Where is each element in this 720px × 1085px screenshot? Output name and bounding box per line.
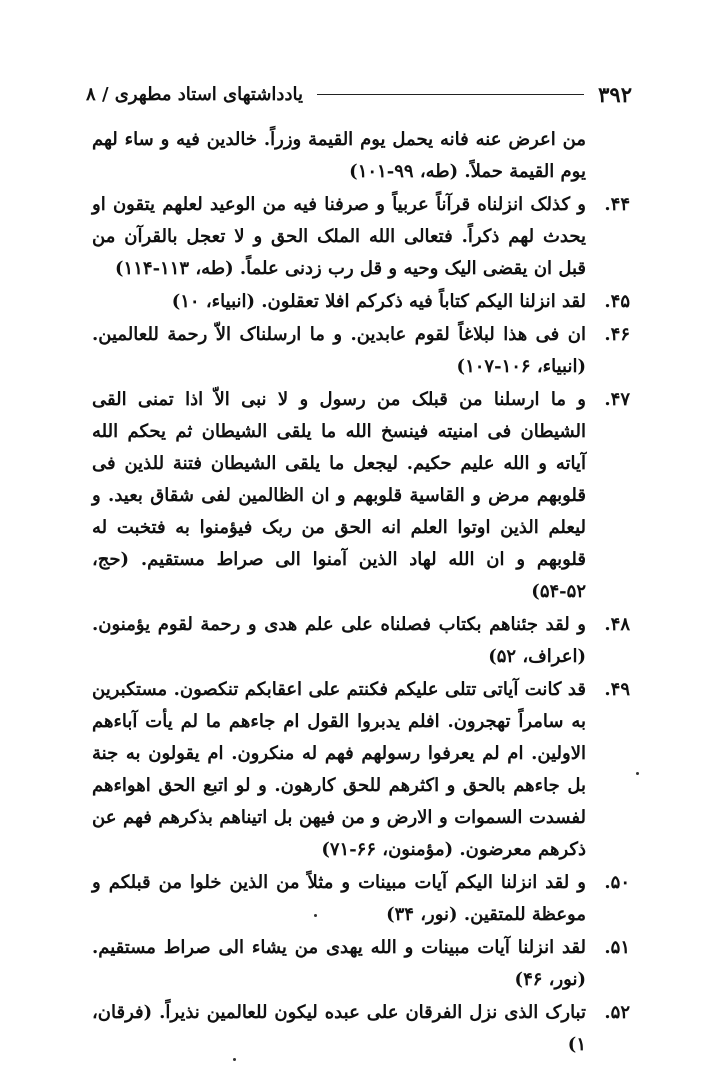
entry-number: ۴۸. [604, 614, 630, 635]
entry-number: ۴۶. [604, 324, 630, 345]
list-item [92, 609, 630, 673]
entry-number: ۴۴. [604, 194, 630, 215]
entry-text: لقد انزلنا الیکم کتاباً فیه ذکرکم افلا تعقلون. (انبیاء، ۱۰) [171, 291, 586, 312]
list-item [92, 124, 630, 188]
entry-number: ۵۱. [604, 937, 630, 958]
verse-list [92, 124, 630, 1062]
list-item [92, 932, 630, 996]
list-item [92, 384, 630, 608]
entry-text: من اعرض عنه فانه یحمل یوم القیمة وزراً. خالدین فیه و ساء لهم یوم القیمة حملاً. (طه، ۹۹-۱۰۱) [92, 129, 586, 182]
scan-speck [314, 914, 317, 917]
entry-text: و ما ارسلنا من قبلک من رسول و لا نبی الاّ اذا تمنی القی الشیطان فی امنیته فینسخ الله ما یلقی الشیطان ثم یحکم الله آیاته و الله علیم حکیم. لیجعل ما یلقی الشیطان فتنة للذین فی قلوبهم مرض و القاسیة قلوبهم و ان الظالمین لفی شقاق بعید. و لیعلم الذین اوتوا العلم انه الحق من ربک فیؤمنوا به فتخبت له قلوبهم و ان الله لهاد الذین آمنوا الی صراط مستقیم. (حج، ۵۲-۵۴) [92, 389, 586, 602]
entry-text: و لقد جئناهم بکتاب فصلناه علی علم هدی و رحمة لقوم یؤمنون. (اعراف، ۵۲) [92, 614, 586, 667]
list-item [92, 997, 630, 1061]
entry-text: لقد انزلنا آیات مبینات و الله یهدی من یشاء الی صراط مستقیم. (نور، ۴۶) [92, 937, 586, 990]
page-number: ۳۹۲ [598, 81, 632, 107]
running-header [86, 78, 632, 110]
header-title: یادداشتهای استاد مطهری / ۸ [86, 83, 303, 105]
entry-number: ۴۷. [604, 389, 630, 410]
list-item [92, 674, 630, 866]
entry-number: ۴۵. [604, 291, 630, 312]
list-item [92, 867, 630, 931]
entry-number: ۴۹. [604, 679, 630, 700]
entry-text: و کذلک انزلناه قرآناً عربیاً و صرفنا فیه من الوعید لعلهم یتقون او یحدث لهم ذکراً. فتعالی الله الملک الحق و لا تعجل بالقرآن من قبل ان یقضی الیک وحیه و قل رب زدنی علماً. (طه، ۱۱۳-۱۱۴) [92, 194, 586, 279]
scan-speck [636, 772, 639, 775]
entry-text: ان فی هذا لبلاغاً لقوم عابدین. و ما ارسلناک الاّ رحمة للعالمین. (انبیاء، ۱۰۶-۱۰۷) [92, 324, 586, 377]
list-item [92, 189, 630, 285]
entry-text: و لقد انزلنا الیکم آیات مبینات و مثلاً من الذین خلوا من قبلکم و موعظة للمتقین. (نور، ۳۴) [92, 872, 586, 925]
entry-text: تبارک الذی نزل الفرقان علی عبده لیکون للعالمین نذیراً. (فرقان، ۱) [92, 1002, 586, 1055]
scan-speck [233, 1058, 236, 1061]
list-item [92, 286, 630, 318]
entry-number: ۵۰. [604, 872, 630, 893]
entry-number: ۵۲. [604, 1002, 630, 1023]
header-rule [317, 94, 584, 95]
entry-text: قد کانت آیاتی تتلی علیکم فکنتم علی اعقابکم تنکصون. مستکبرین به سامراً تهجرون. افلم یدبروا القول ام جاءهم ما لم یأت آباءهم الاولین. ام لم یعرفوا رسولهم فهم له منکرون. ام یقولون به جنة بل جاءهم بالحق و اکثرهم للحق کارهون. و لو اتبع الحق اهواءهم لفسدت السموات و الارض و من فیهن بل اتیناهم بذکرهم فهم عن ذکرهم معرضون. (مؤمنون، ۶۶-۷۱) [92, 679, 586, 860]
list-item [92, 319, 630, 383]
